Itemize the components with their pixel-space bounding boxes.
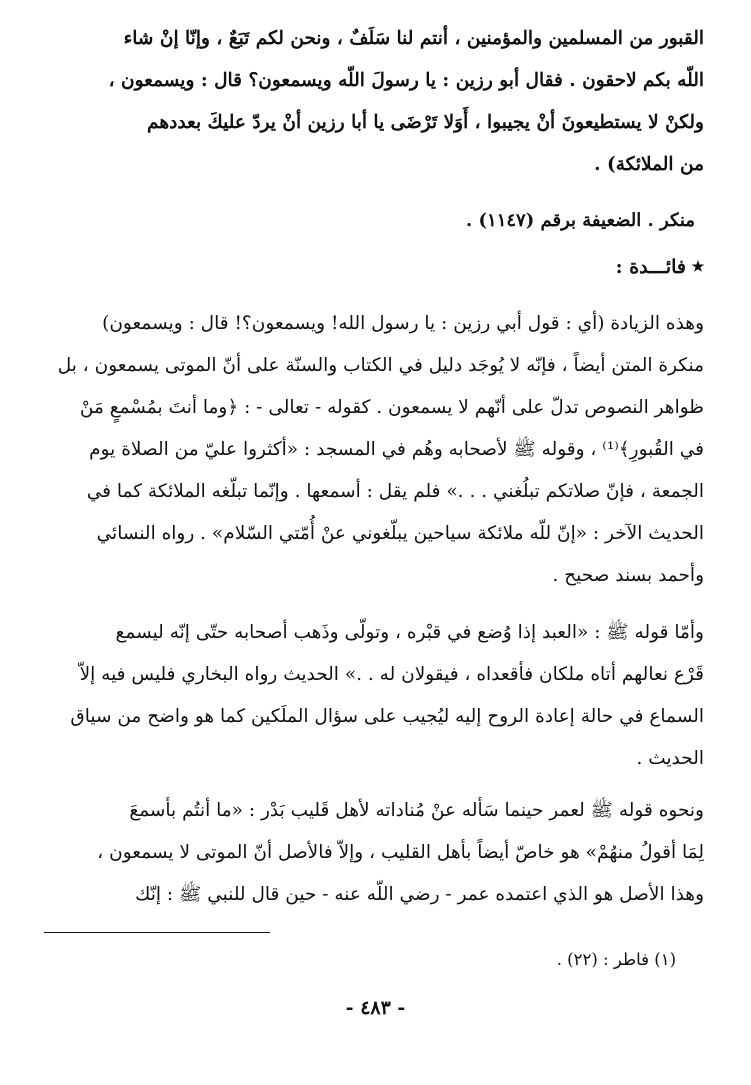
paragraph-2 [44,612,704,780]
footnote-divider [44,932,270,933]
text-line: الحديث . [636,748,704,769]
paragraph-3 [44,790,704,916]
star-icon: ٭ [692,253,704,279]
paragraph-1 [44,303,704,597]
hadith-continuation [44,18,704,186]
text-line: اللّه بكم لاحقون . فقال أبو رزين : يا رسولَ اللّه ويسمعون؟ قال : ويسمعون ، [108,70,704,91]
text-line: الجمعة ، فإنّ صلاتكم تبلُغني . . .» فلم يقل : أسمعها . وإنّما تبلّغه الملائكة كما في [86,481,704,502]
text-line: قَرْع نعالهم أتاه ملكان فأقعداه ، فيقولان له . .» الحديث رواه البخاري فليس فيه إلاّ [79,664,704,685]
text-line: وأمّا قوله ﷺ : «العبد إذا وُضع في قبْره ، وتولّى وذَهب أصحابه حتّى إنّه ليسمع [115,622,704,643]
text-line: الحديث الآخر : «إنّ للّه ملائكة سياحين يبلّغوني عنْ أُمّتي السّلام» . رواه النسائي [96,523,704,544]
section-heading [616,253,704,279]
text-line: ولكنْ لا يستطيعونَ أنْ يجيبوا ، أَوَلا تَرْضَى يا أبا رزين أنْ يردّ عليكَ بعددهم [147,112,704,133]
text-line: السماع في حالة إعادة الروح إليه ليُجيب على سؤال الملَكين كما هو واضح من سياق [70,706,704,727]
text-line: وهذه الزيادة (أي : قول أبي رزين : يا رسول الله! ويسمعون؟! قال : ويسمعون) [102,313,704,334]
footnote: (١) فاطر : (٢٢) . [556,950,676,969]
text-line: ظواهر النصوص تدلّ على أنّهم لا يسمعون . كقوله - تعالى - : ﴿وما أنتَ بمُسْمعٍ مَنْ [79,397,704,418]
page-number: - ٤٨٣ - [345,997,406,1019]
text-line: ونحوه قوله ﷺ لعمر حينما سَأله عنْ مُناداته لأهل قَليب بَدْر : «ما أنتُم بأسمعَ [129,800,704,821]
source-note: منكر . الضعيفة برقم (١١٤٧) . [465,210,695,231]
text-line: في القُبورِ﴾⁽¹⁾ ، وقوله ﷺ لأصحابه وهُم في المسجد : «أكثروا عليّ من الصلاة يوم [89,439,704,460]
text-line: منكرة المتن أيضاً ، فإنّه لا يُوجَد دليل في الكتاب والسنّة على أنّ الموتى يسمعون ، بل [57,355,704,376]
text-line: القبور من المسلمين والمؤمنين ، أنتم لنا سَلَفٌ ، ونحن لكم تَبَعٌ ، وإنّا إنْ شاء [123,28,704,49]
text-line: وهذا الأصل هو الذي اعتمده عمر - رضي اللّه عنه - حين قال للنبي ﷺ : إنّك [135,884,704,905]
text-line: من الملائكة) . [594,154,704,175]
heading-text: فائـــدة : [615,256,686,278]
text-line: وأحمد بسند صحيح . [552,565,704,586]
text-line: لِمَا أقولُ منهُمْ» هو خاصّ أيضاً بأهل القليب ، وإلاّ فالأصل أنّ الموتى لا يسمعون ، [97,842,704,863]
